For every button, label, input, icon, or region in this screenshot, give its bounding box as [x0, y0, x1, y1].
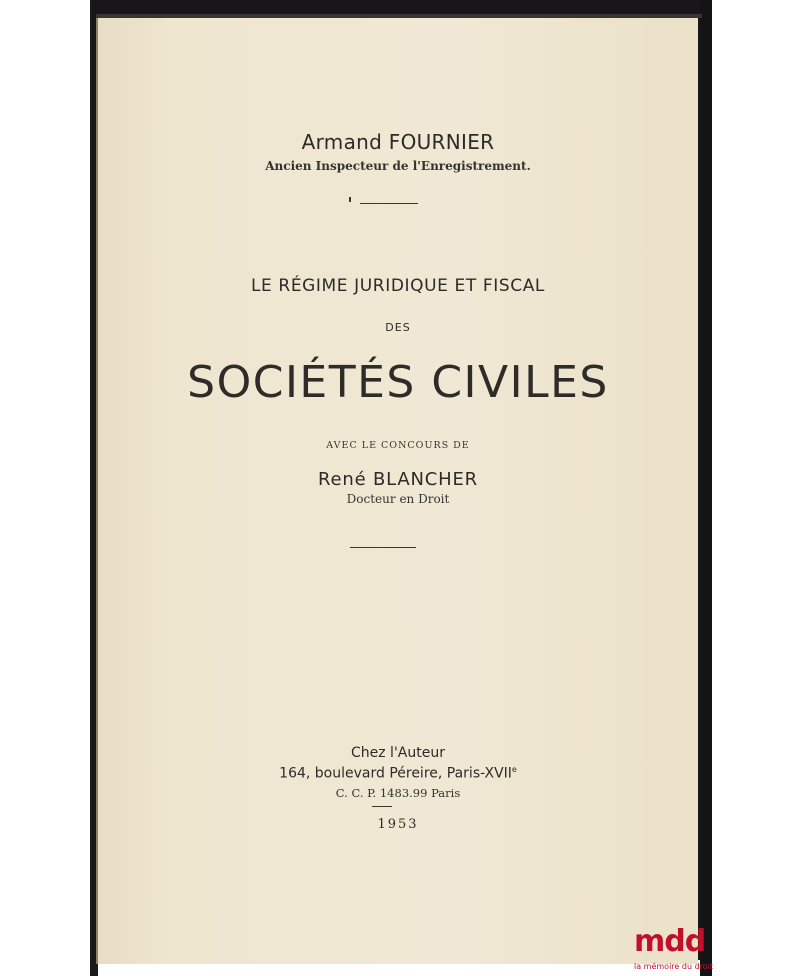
publisher-line-1: Chez l'Auteur [351, 745, 445, 761]
publisher-address [98, 765, 698, 782]
logo-text: mdd [634, 924, 706, 959]
title-line-1: LE RÉGIME JURIDIQUE ET FISCAL [250, 276, 545, 296]
book-binding-right [700, 0, 712, 976]
logo-tagline: la mémoire du droit [634, 962, 714, 971]
divider-rule [360, 203, 418, 204]
author-title: Ancien Inspecteur de l'Enregistrement. [265, 159, 531, 173]
divider-rule-small [372, 806, 392, 807]
divider-rule [350, 547, 416, 548]
contribution-label: AVEC LE CONCOURS DE [326, 440, 470, 451]
coauthor-title: Docteur en Droit [346, 492, 450, 506]
author-name: Armand FOURNIER [301, 130, 495, 154]
coauthor-name: René BLANCHER [318, 469, 478, 490]
title-line-2: DES [385, 321, 411, 334]
main-title: SOCIÉTÉS CIVILES [187, 357, 609, 408]
rule-tick [349, 197, 351, 202]
publication-year: 1953 [377, 817, 419, 832]
publisher-ccp: C. C. P. 1483.99 Paris [335, 786, 461, 800]
publisher-address-text: 164, boulevard Péreire, Paris-XVII [279, 765, 512, 782]
title-page [96, 18, 698, 964]
ordinal-suffix: e [511, 765, 517, 774]
mdd-watermark-logo [632, 922, 792, 976]
